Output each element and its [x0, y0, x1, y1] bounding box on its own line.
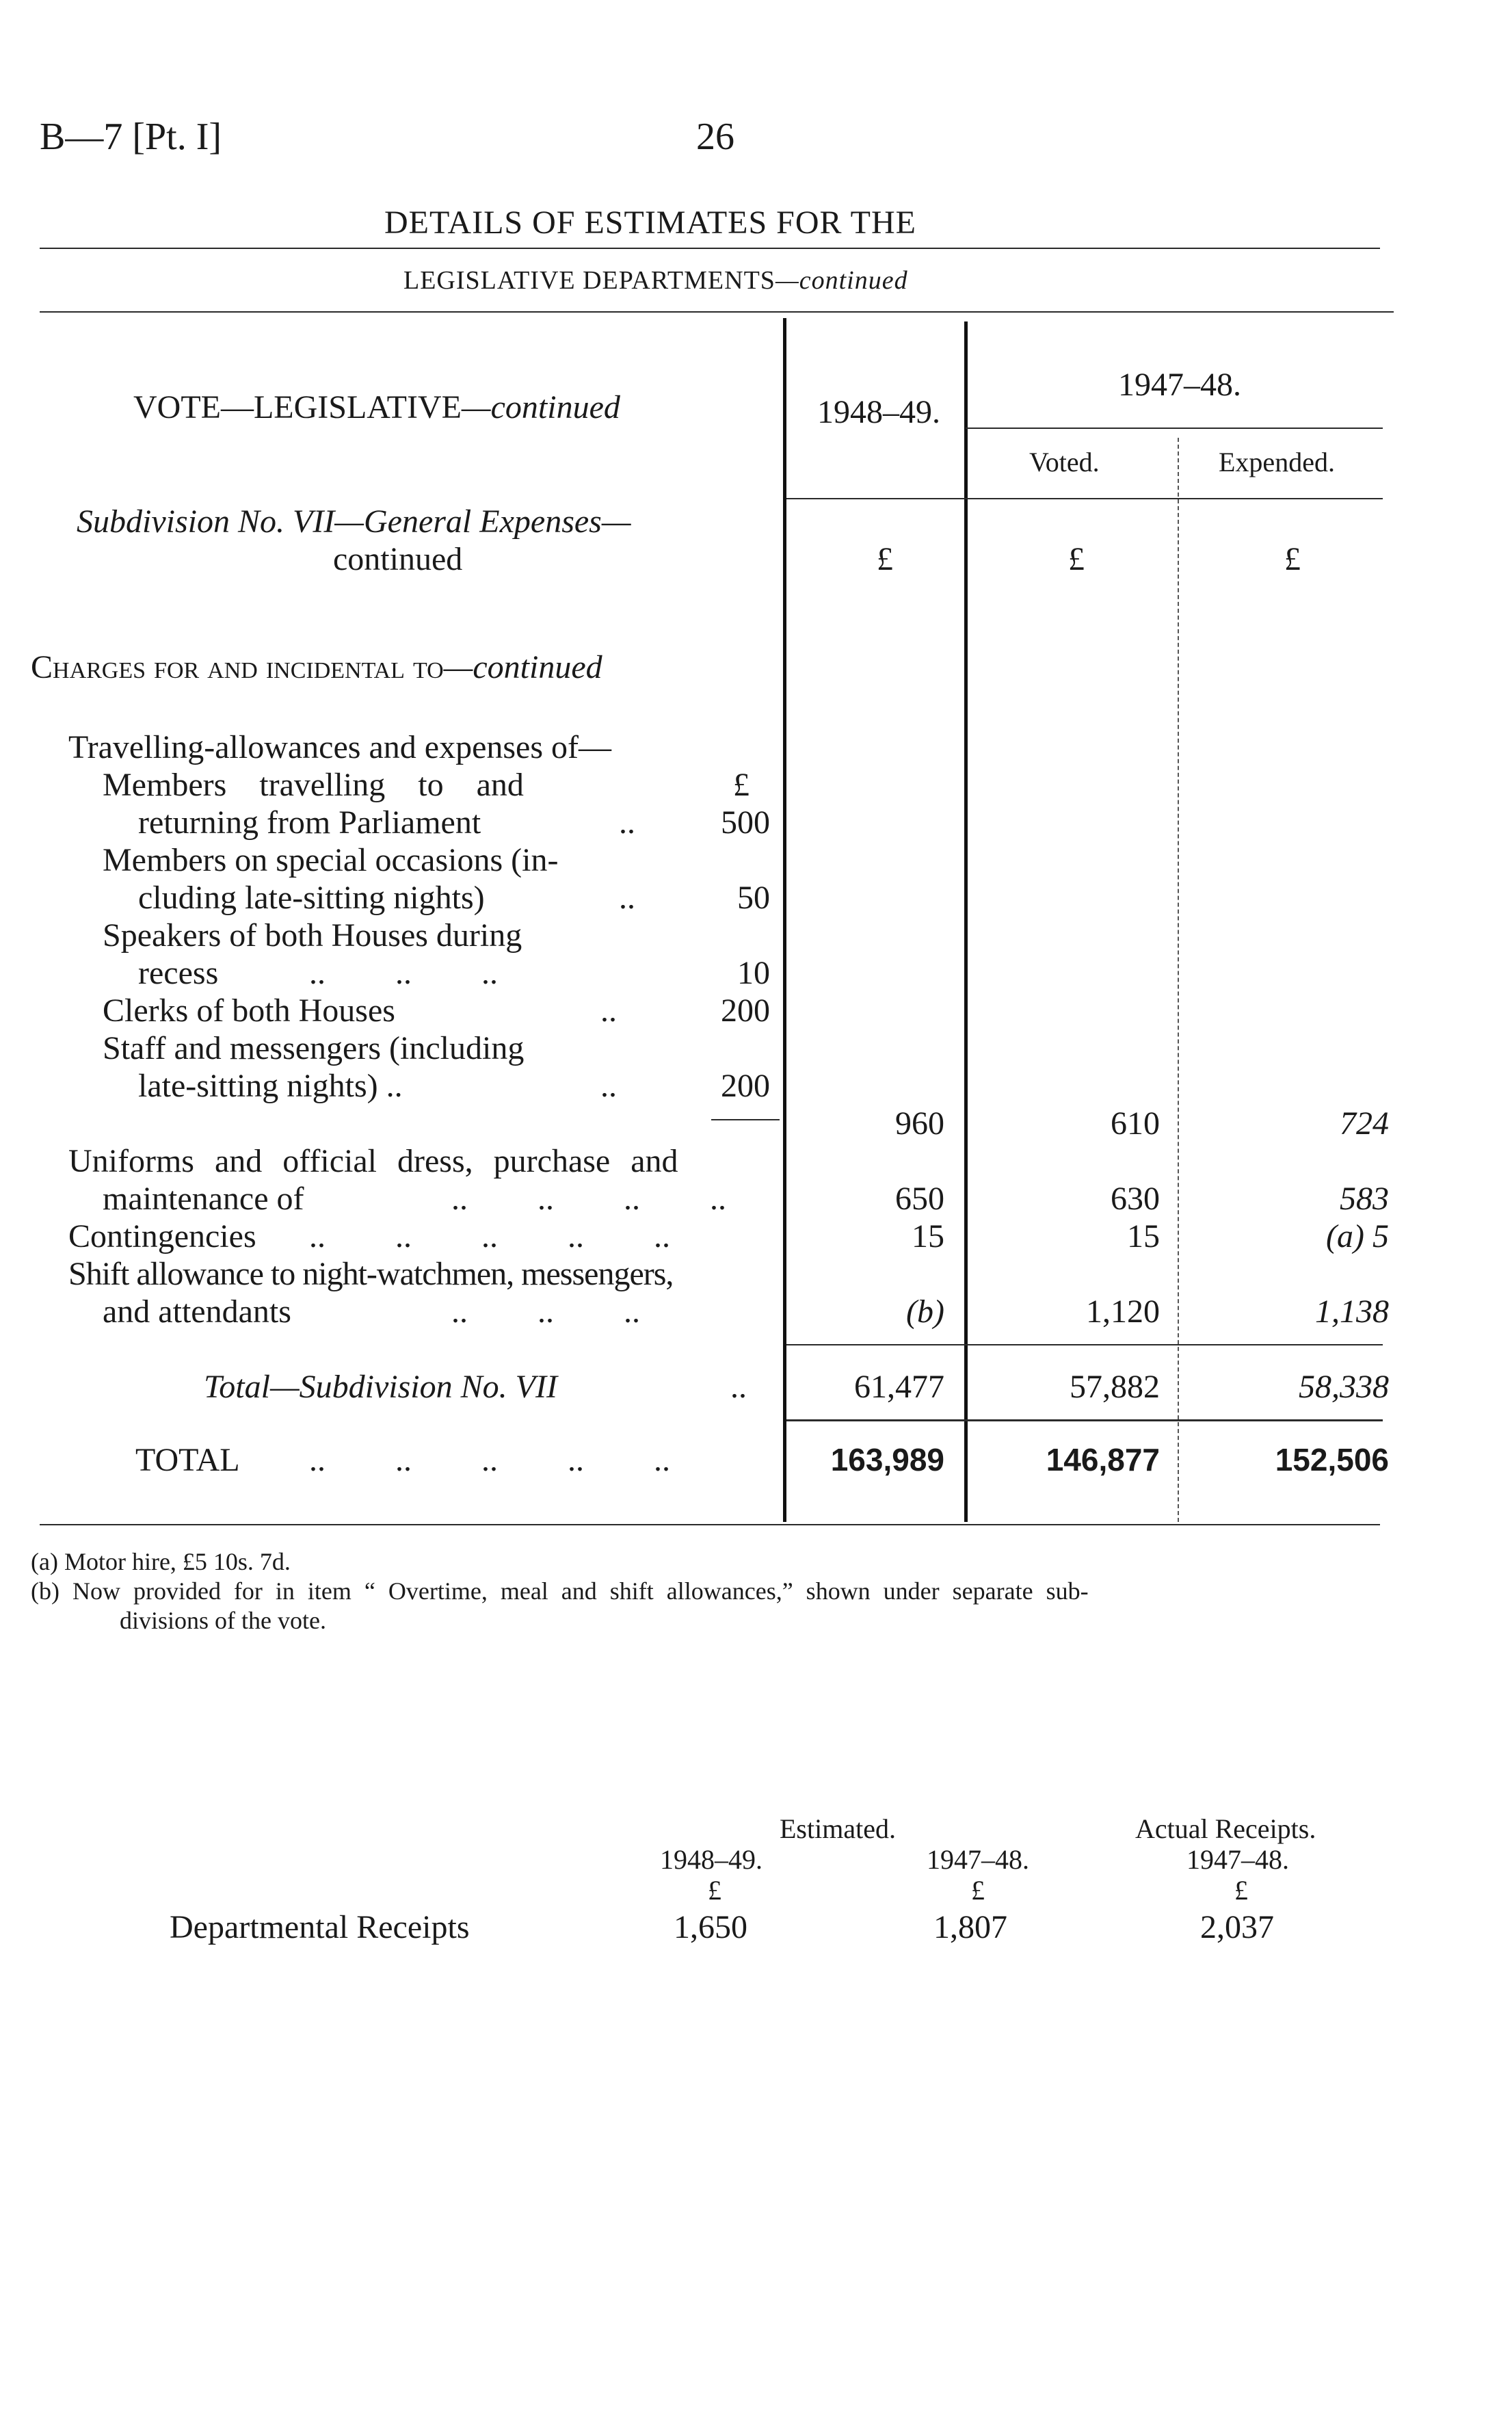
travelling-item-staff-line1: Staff and messengers (including [103, 1030, 525, 1066]
receipts-currency-1947: £ [971, 1875, 985, 1906]
column-heading-expended: Expended. [1219, 447, 1335, 477]
travelling-item-staff-amount: 200 [721, 1068, 770, 1104]
travelling-item-members-line1: Members travelling to and [103, 767, 524, 803]
receipts-currency-1948: £ [708, 1875, 721, 1906]
row-shift-expended: 1,138 [1315, 1293, 1389, 1330]
row-contingencies-1948: 15 [912, 1218, 944, 1254]
receipts-heading-estimated: Estimated. [780, 1813, 896, 1844]
travelling-item-members-amount: 500 [721, 804, 770, 841]
row-contingencies-expended: (a) 5 [1326, 1218, 1389, 1254]
footnote-a: (a) Motor hire, £5 10s. 7d. [31, 1548, 291, 1575]
footnote-b-cont: divisions of the vote. [120, 1607, 326, 1634]
section-heading: Charges for and incidental to—continued [31, 649, 602, 685]
row-uniforms-expended: 583 [1340, 1181, 1389, 1217]
travelling-item-special-line2: cluding late-sitting nights) [138, 880, 485, 916]
column-divider-1948 [964, 321, 968, 1522]
travelling-item-speakers-dots: .. .. .. [309, 955, 498, 991]
total-dots: .. .. .. .. .. [309, 1442, 670, 1478]
travelling-total-voted: 610 [1111, 1105, 1160, 1142]
subtotal-1948: 61,477 [854, 1369, 944, 1405]
row-uniforms-line1: Uniforms and official dress, purchase and [68, 1143, 678, 1179]
row-uniforms-dots: .. .. .. .. [451, 1181, 726, 1217]
travelling-total-1948: 960 [895, 1105, 944, 1142]
subtotal-expended: 58,338 [1299, 1369, 1389, 1405]
subdivision-heading-cont: continued [333, 541, 463, 577]
currency-voted: £ [1068, 541, 1085, 577]
subtotal-voted: 57,882 [1070, 1369, 1160, 1405]
footnote-b: (b) Now provided for in item “ Overtime, meal and shift allowances,” shown under separate sub- [31, 1577, 1089, 1605]
travelling-sum-rule [711, 1119, 780, 1120]
header-rule-1947 [966, 428, 1383, 429]
column-heading-1948: 1948–49. [817, 394, 940, 430]
row-contingencies-dots: .. .. .. .. .. [309, 1218, 670, 1254]
travelling-item-speakers-line2: recess [138, 955, 219, 991]
travelling-item-clerks-dots: .. [600, 993, 617, 1029]
document-ref: B—7 [Pt. I] [40, 116, 222, 158]
receipts-value-1948: 1,650 [674, 1909, 747, 1945]
total-rule-top [786, 1419, 1383, 1421]
receipts-label: Departmental Receipts [170, 1909, 470, 1945]
currency-expended: £ [1284, 541, 1301, 577]
travelling-item-special-amount: 50 [737, 880, 770, 916]
row-contingencies-label: Contingencies [68, 1218, 256, 1254]
title-rule [40, 248, 1380, 249]
receipts-currency-actual: £ [1234, 1875, 1248, 1906]
travelling-item-staff-dots: .. [600, 1068, 617, 1104]
page-title: DETAILS OF ESTIMATES FOR THE [384, 205, 916, 241]
subtotal-rule-top [786, 1344, 1383, 1345]
travelling-item-special-dots: .. [619, 880, 635, 916]
total-label: TOTAL [135, 1442, 240, 1478]
travelling-intro: Travelling-allowances and expenses of— [68, 729, 612, 765]
subtitle-rule [40, 311, 1394, 313]
page-number: 26 [696, 116, 734, 158]
travelling-item-members-line2: returning from Parliament [138, 804, 481, 841]
travelling-item-clerks-amount: 200 [721, 993, 770, 1029]
currency-1948: £ [877, 541, 893, 577]
page-subtitle: LEGISLATIVE DEPARTMENTS—continued [403, 266, 908, 295]
subtotal-dots: .. [730, 1369, 747, 1405]
travelling-total-expended: 724 [1340, 1105, 1389, 1142]
row-uniforms-line2: maintenance of [103, 1181, 304, 1217]
column-heading-voted: Voted. [1029, 447, 1100, 477]
row-contingencies-voted: 15 [1127, 1218, 1160, 1254]
subdivision-heading: Subdivision No. VII—General Expenses— [77, 503, 631, 540]
vote-heading: VOTE—LEGISLATIVE—continued [133, 389, 620, 425]
travelling-item-speakers-line1: Speakers of both Houses during [103, 917, 522, 954]
total-expended: 152,506 [1275, 1442, 1389, 1477]
travelling-item-staff-line2: late-sitting nights) .. [138, 1068, 403, 1104]
receipts-year-actual: 1947–48. [1186, 1844, 1289, 1875]
row-shift-line2: and attendants [103, 1293, 291, 1330]
row-uniforms-voted: 630 [1111, 1181, 1160, 1217]
receipts-year-1948: 1948–49. [660, 1844, 762, 1875]
travelling-item-speakers-amount: 10 [737, 955, 770, 991]
receipts-value-actual: 2,037 [1200, 1909, 1274, 1945]
receipts-value-1947: 1,807 [933, 1909, 1007, 1945]
row-shift-1948: (b) [906, 1293, 944, 1330]
column-heading-1947: 1947–48. [1118, 367, 1241, 403]
column-divider-voted [1178, 438, 1179, 1522]
travelling-currency: £ [733, 767, 750, 803]
subtotal-label: Total—Subdivision No. VII [204, 1369, 557, 1405]
header-rule-columns [786, 498, 1383, 499]
row-uniforms-1948: 650 [895, 1181, 944, 1217]
row-shift-dots: .. .. .. [451, 1293, 640, 1330]
receipts-year-1947: 1947–48. [927, 1844, 1029, 1875]
table-bottom-rule [40, 1524, 1380, 1525]
travelling-item-members-dots: .. [619, 804, 635, 841]
travelling-item-special-line1: Members on special occasions (in- [103, 842, 559, 878]
travelling-item-clerks-line1: Clerks of both Houses [103, 993, 395, 1029]
total-1948: 163,989 [830, 1442, 944, 1477]
row-shift-voted: 1,120 [1086, 1293, 1160, 1330]
row-shift-line1: Shift allowance to night-watchmen, messengers, [68, 1256, 674, 1292]
receipts-heading-actual: Actual Receipts. [1135, 1813, 1316, 1844]
total-voted: 146,877 [1046, 1442, 1160, 1477]
